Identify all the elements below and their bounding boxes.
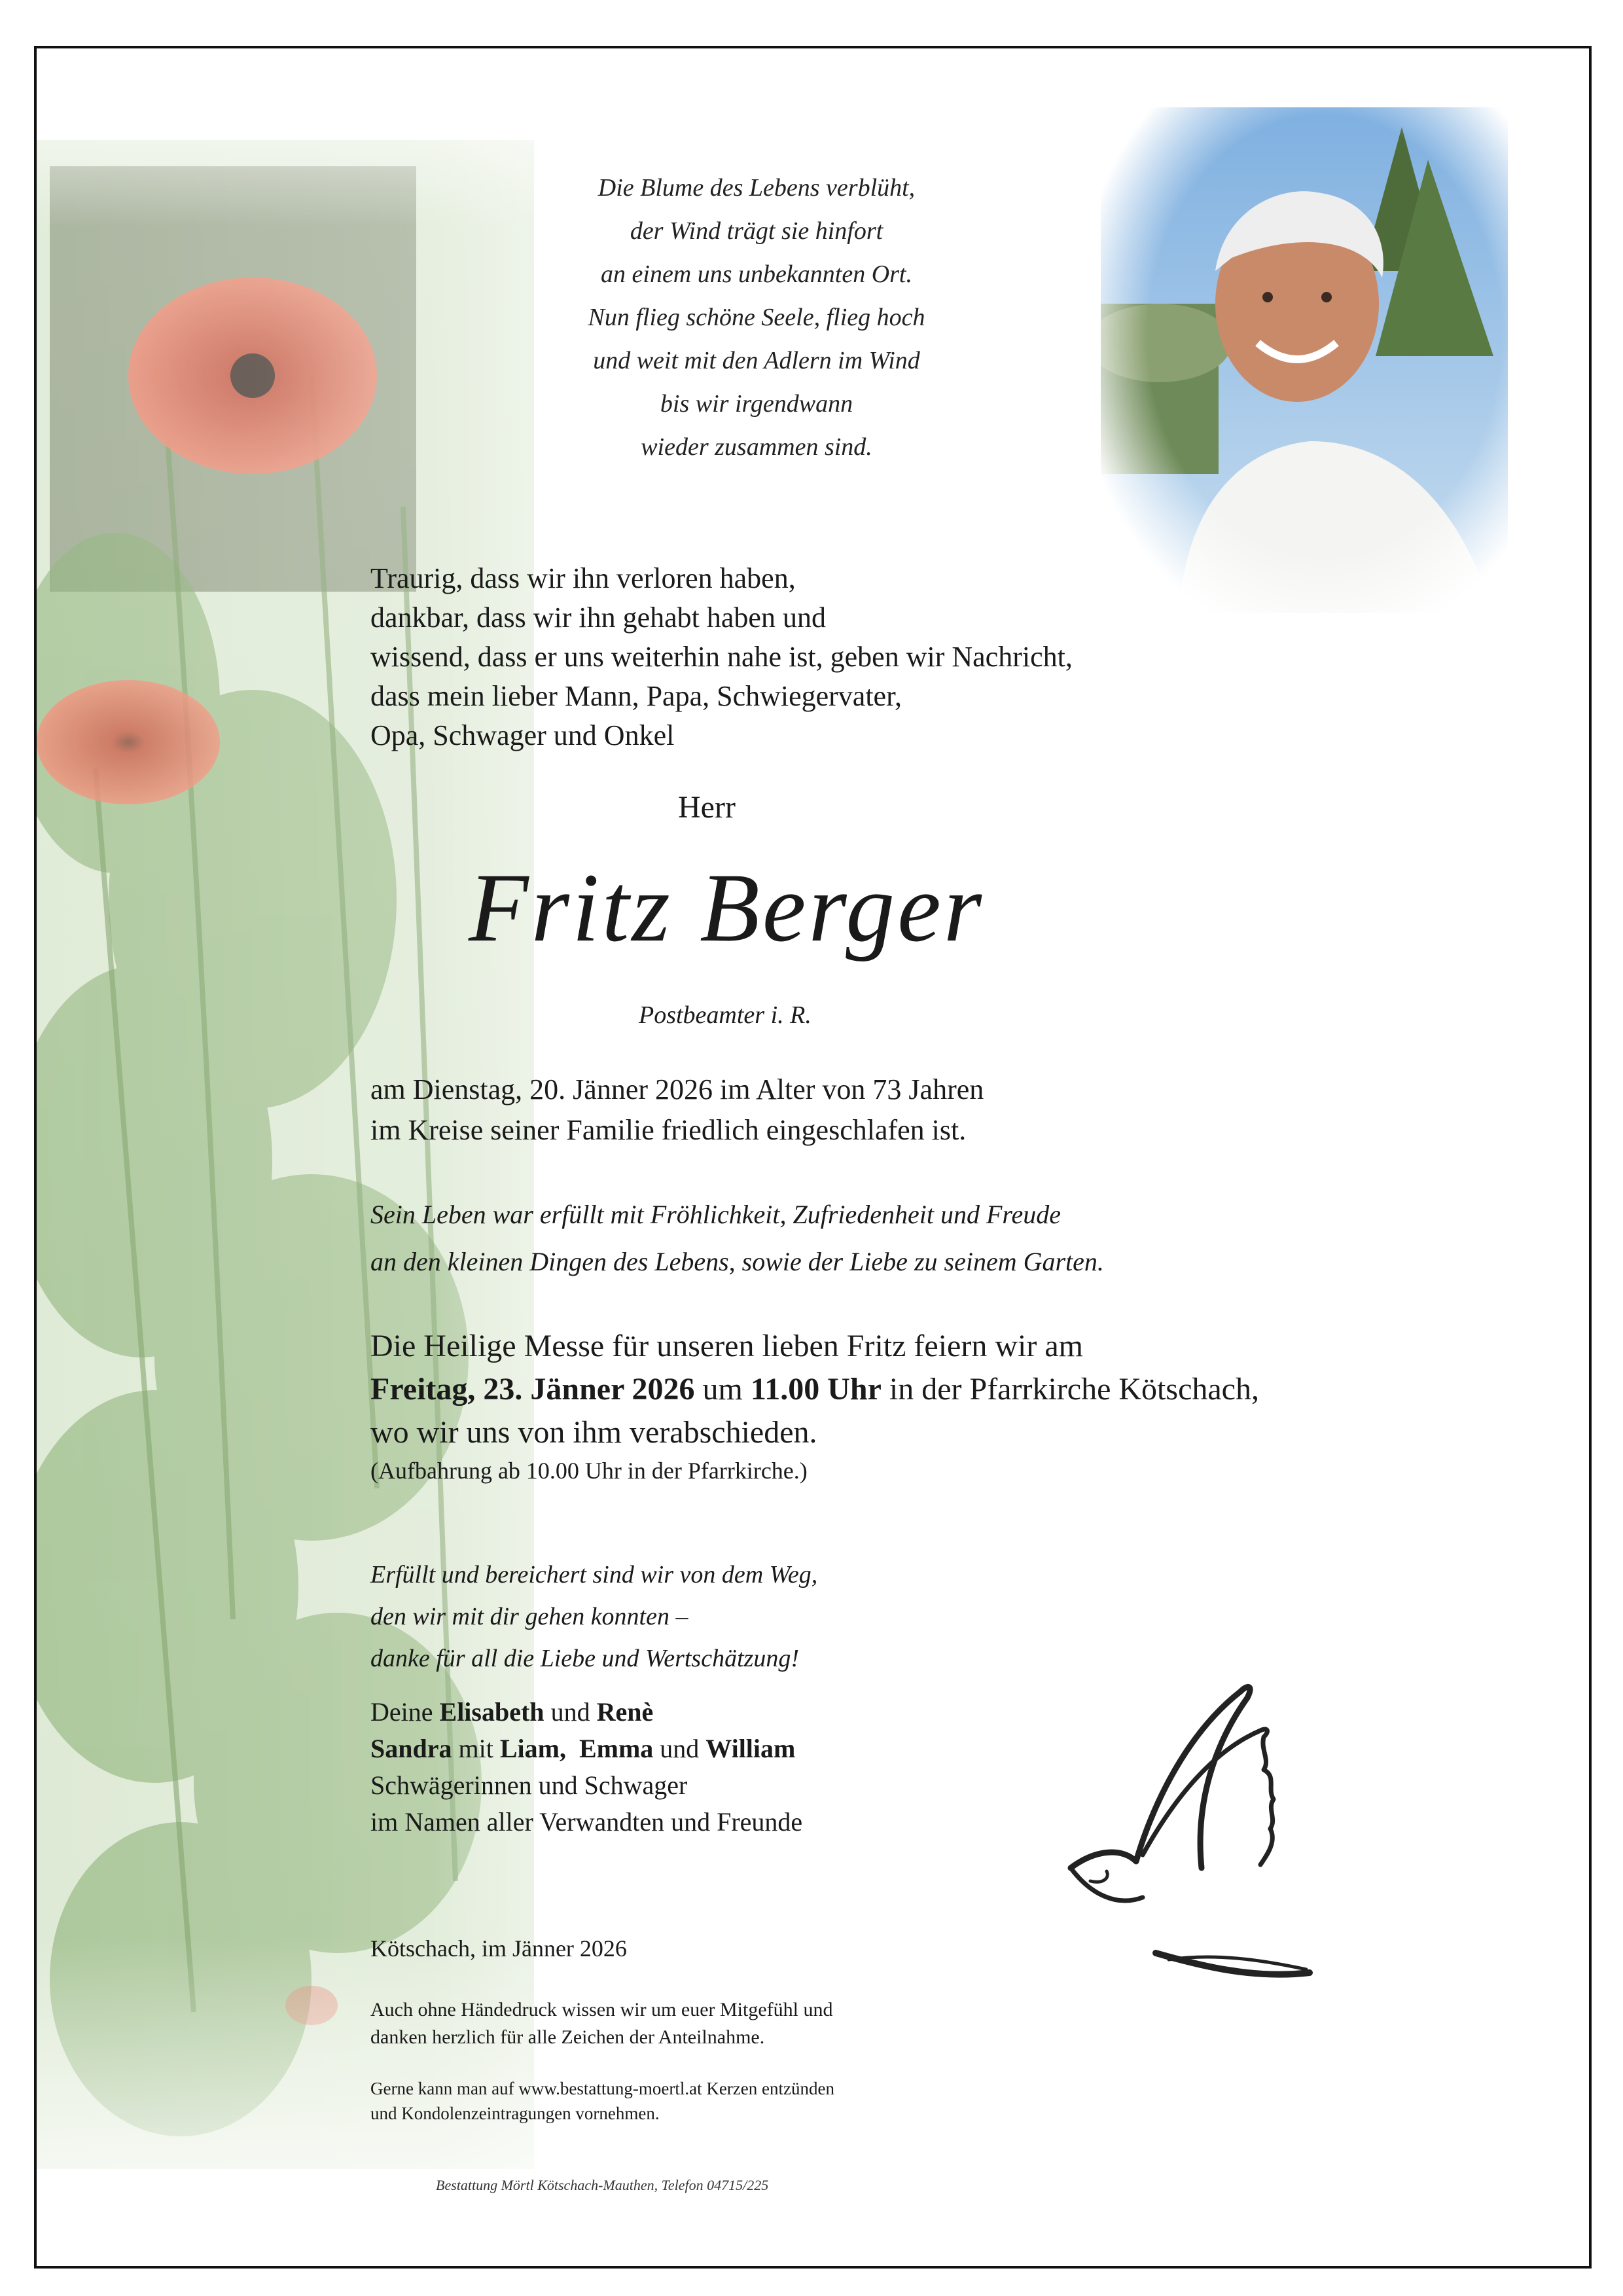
mourner-line	[370, 1731, 802, 1767]
poem-line: bis wir irgendwann	[660, 390, 853, 418]
thanks-line: Erfüllt und bereichert sind wir von dem Weg,	[370, 1561, 818, 1588]
occupation: Postbeamter i. R.	[639, 1001, 812, 1029]
mass-date: Freitag, 23. Jänner 2026	[370, 1372, 695, 1407]
death-line: im Kreise seiner Familie friedlich eingeschlafen ist.	[370, 1114, 967, 1146]
mourner-text	[566, 1734, 579, 1763]
portrait-photo	[1101, 107, 1508, 613]
mass-time: 11.00 Uhr	[750, 1372, 882, 1407]
mass-um: um	[694, 1372, 751, 1407]
life-tribute	[370, 1191, 1104, 1285]
mass-info	[370, 1325, 1259, 1487]
intro-line: Traurig, dass wir ihn verloren haben,	[370, 562, 796, 594]
mourner-name: Renè	[596, 1697, 654, 1727]
life-line: Sein Leben war erfüllt mit Fröhlichkeit, Zufriedenheit und Freude	[370, 1200, 1061, 1229]
thanks-verse	[370, 1554, 817, 1679]
mass-line: Die Heilige Messe für unseren lieben Fritz feiern wir am	[370, 1329, 1083, 1363]
salutation: Herr	[678, 790, 736, 825]
mourner-name: Elisabeth	[439, 1697, 544, 1727]
mourner-line: Schwägerinnen und Schwager	[370, 1770, 688, 1800]
mass-line: wo wir uns von ihm verabschieden.	[370, 1415, 817, 1450]
intro-text	[370, 559, 1073, 755]
mourner-name: Emma	[579, 1734, 654, 1763]
mourner-text: mit	[452, 1734, 500, 1763]
obituary-frame	[34, 46, 1592, 2269]
poem-line: und weit mit den Adlern im Wind	[593, 347, 920, 374]
intro-line: dankbar, dass wir ihn gehabt haben und	[370, 601, 826, 634]
thanks-line: den wir mit dir gehen konnten –	[370, 1603, 688, 1630]
thanks-line: danke für all die Liebe und Wertschätzung!	[370, 1645, 800, 1672]
mass-date-line	[370, 1368, 1259, 1411]
poem-line: wieder zusammen sind.	[641, 433, 872, 461]
condolence-note	[370, 1996, 833, 2051]
note-line: Gerne kann man auf www.bestattung-moertl.at Kerzen entzünden	[370, 2079, 834, 2098]
mourner-line: im Namen aller Verwandten und Freunde	[370, 1807, 803, 1837]
mourner-text: Deine	[370, 1697, 440, 1727]
intro-line: Opa, Schwager und Onkel	[370, 719, 675, 751]
poem-line: an einem uns unbekannten Ort.	[601, 260, 912, 288]
note-line: danken herzlich für alle Zeichen der Anteilnahme.	[370, 2026, 765, 2048]
poem-line: Nun flieg schöne Seele, flieg hoch	[588, 304, 925, 331]
mourner-text: und	[544, 1697, 597, 1727]
mourners-list	[370, 1694, 802, 1840]
mourner-name: William	[705, 1734, 796, 1763]
intro-line: wissend, dass er uns weiterhin nahe ist, geben wir Nachricht,	[370, 641, 1073, 673]
note-line: und Kondolenzeintragungen vornehmen.	[370, 2104, 660, 2123]
death-line: am Dienstag, 20. Jänner 2026 im Alter von 73 Jahren	[370, 1073, 984, 1105]
dove-icon	[1051, 1652, 1326, 1999]
mourner-line	[370, 1694, 802, 1731]
intro-line: dass mein lieber Mann, Papa, Schwiegervater,	[370, 680, 902, 712]
mourner-text: und	[653, 1734, 706, 1763]
poem-line: der Wind trägt sie hinfort	[630, 217, 883, 245]
poem-line: Die Blume des Lebens verblüht,	[597, 174, 916, 202]
note-line: Auch ohne Händedruck wissen wir um euer Mitgefühl und	[370, 1999, 833, 2020]
candle-note	[370, 2076, 834, 2126]
life-line: an den kleinen Dingen des Lebens, sowie der Liebe zu seinem Garten.	[370, 1247, 1104, 1276]
death-notice	[370, 1069, 984, 1151]
viewing-info: (Aufbahrung ab 10.00 Uhr in der Pfarrkirche.)	[370, 1458, 808, 1484]
deceased-name: Fritz Berger	[469, 853, 985, 962]
place-date: Kötschach, im Jänner 2026	[370, 1935, 627, 1962]
mass-place: in der Pfarrkirche Kötschach,	[881, 1372, 1259, 1407]
mourner-name: Sandra	[370, 1734, 452, 1763]
funeral-home-footer: Bestattung Mörtl Kötschach-Mauthen, Telefon 04715/225	[436, 2177, 769, 2193]
poem	[560, 166, 953, 469]
mourner-name: Liam,	[499, 1734, 566, 1763]
